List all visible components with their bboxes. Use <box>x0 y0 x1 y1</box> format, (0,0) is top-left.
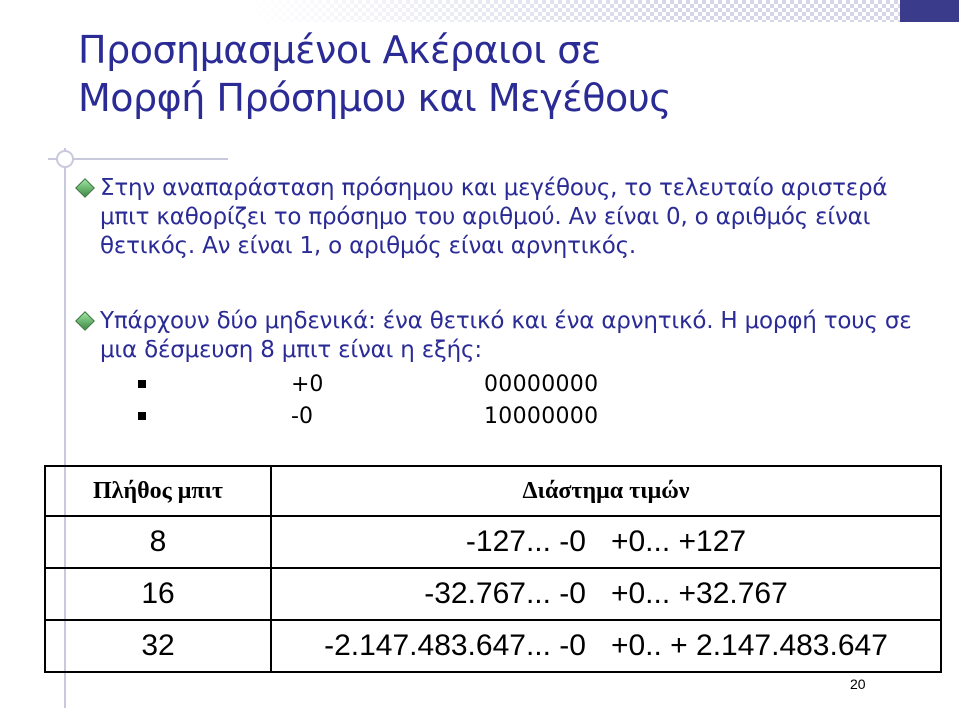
square-bullet-icon <box>138 380 146 388</box>
cell-value-range: -127... -0 +0... +127 <box>271 516 941 568</box>
bullet-item <box>100 174 940 261</box>
cell-bit-count: 16 <box>45 568 271 620</box>
table-row <box>45 516 941 568</box>
cell-bit-count: 32 <box>45 620 271 672</box>
zero-sign: +0 <box>291 372 324 397</box>
bullet-item <box>100 307 940 365</box>
slide-title <box>78 26 671 122</box>
table-row <box>45 568 941 620</box>
cell-bit-count: 8 <box>45 516 271 568</box>
decorative-corner-block <box>900 0 959 22</box>
table-header-row <box>45 466 941 516</box>
cell-value-range: -32.767... -0 +0... +32.767 <box>271 568 941 620</box>
range-table <box>44 465 942 673</box>
decorative-checker-band <box>250 0 959 22</box>
zero-bits: 00000000 <box>484 372 599 397</box>
zero-bits: 10000000 <box>484 404 599 429</box>
cell-value-range: -2.147.483.647... -0 +0.. + 2.147.483.647 <box>271 620 941 672</box>
decorative-horizontal-line <box>48 158 228 160</box>
bullet-text: Στην αναπαράσταση πρόσημου και μεγέθους, το τελευταίο αριστερά μπιτ καθορίζει το πρόσημο του αριθμού. Αν είναι 0, ο αριθμός είναι θετικός. Αν είναι 1, ο αριθμός είναι αρνητικός. <box>100 175 888 259</box>
table-row <box>45 620 941 672</box>
page-number: 20 <box>850 676 866 692</box>
slide-title-line-1: Προσημασμένοι Ακέραιοι σε <box>78 28 601 72</box>
header-value-range: Διάστημα τιμών <box>271 466 941 516</box>
decorative-circle <box>56 150 74 168</box>
diamond-bullet-icon <box>75 178 95 198</box>
diamond-bullet-icon <box>75 311 95 331</box>
slide-title-line-2: Μορφή Πρόσημου και Μεγέθους <box>78 76 672 120</box>
square-bullet-icon <box>138 412 146 420</box>
bullet-text: Υπάρχουν δύο μηδενικά: ένα θετικό και ένα αρνητικό. Η μορφή τους σε μια δέσμευση 8 μπιτ είναι η εξής: <box>100 308 912 363</box>
header-bit-count: Πλήθος μπιτ <box>45 466 271 516</box>
zero-sign: -0 <box>291 404 313 429</box>
